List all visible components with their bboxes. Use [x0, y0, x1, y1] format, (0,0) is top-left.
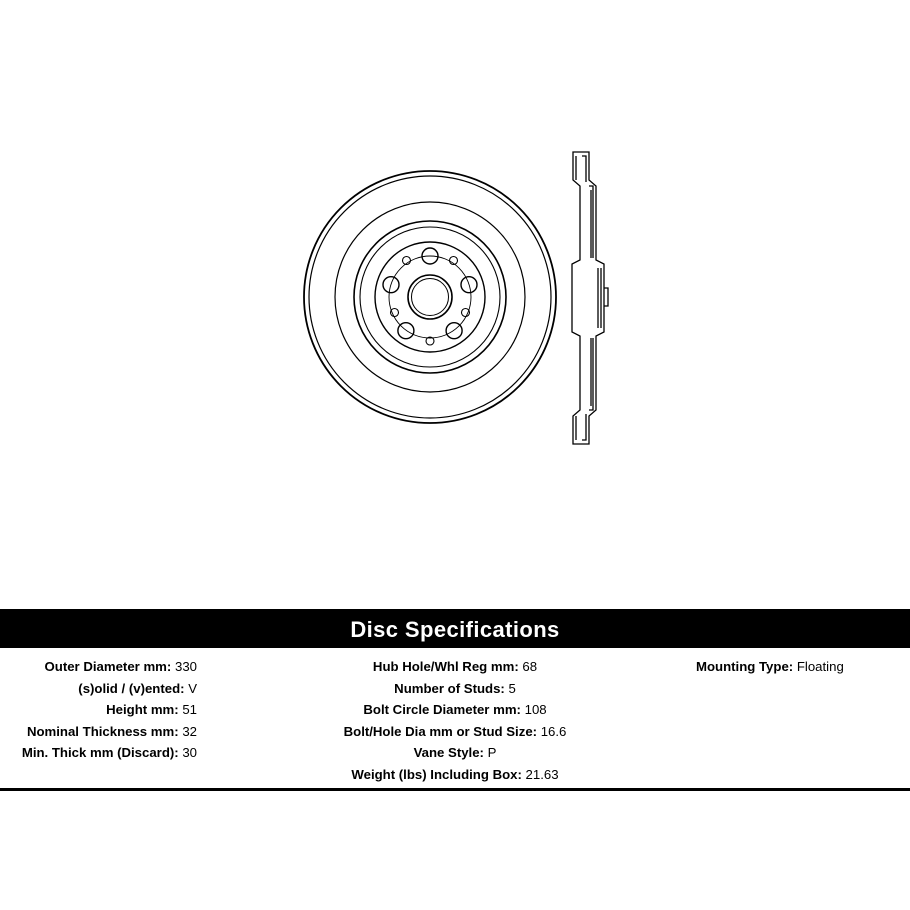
spec-label: Nominal Thickness mm: [26, 723, 179, 739]
spec-label: Min. Thick mm (Discard): [21, 745, 179, 760]
spec-value: 330 [174, 659, 197, 674]
spec-value: 21.63 [525, 766, 559, 782]
spec-column-left [0, 656, 300, 785]
spec-columns [0, 648, 910, 785]
spec-label: Vane Style: [413, 745, 484, 760]
spec-row-solid-vented [0, 678, 197, 700]
spec-value: Floating [796, 659, 844, 674]
spec-label: Height mm: [106, 702, 179, 717]
spec-label: Bolt Circle Diameter mm: [363, 702, 521, 717]
spec-row-bolt-hole-dia [300, 721, 610, 743]
spec-value: 51 [182, 702, 197, 717]
spec-row-mounting-type [610, 656, 910, 678]
spec-value: 108 [524, 702, 547, 717]
spec-value: 30 [182, 745, 197, 760]
page-title: Disc Specifications [350, 617, 560, 642]
spec-label: Weight (lbs) Including Box: [351, 766, 522, 782]
spec-value: 32 [182, 723, 197, 739]
rotor-edge-view [572, 152, 608, 444]
spec-row-vane-style [300, 742, 610, 764]
spec-value: 68 [522, 659, 538, 674]
spec-row-bolt-circle-diameter [300, 699, 610, 721]
spec-label: Number of Studs: [394, 680, 505, 696]
spec-label: Hub Hole/Whl Reg mm: [372, 659, 519, 674]
spec-label: Outer Diameter mm: [44, 659, 172, 674]
spec-row-outer-diameter [0, 656, 197, 678]
spec-label: Mounting Type: [696, 659, 794, 674]
spec-column-right [610, 656, 910, 785]
spec-label: Bolt/Hole Dia mm or Stud Size: [343, 723, 538, 739]
rotor-face-view [304, 171, 556, 423]
spec-value: 5 [508, 680, 516, 696]
spec-value: V [188, 680, 197, 696]
spec-row-weight [300, 764, 610, 786]
spec-row-number-of-studs [300, 678, 610, 700]
spec-row-height [0, 699, 197, 721]
disc-specifications-panel [0, 609, 910, 791]
spec-row-nominal-thickness [0, 721, 197, 743]
spec-row-min-thickness [0, 742, 197, 764]
spec-row-hub-hole [300, 656, 610, 678]
spec-value: P [487, 745, 497, 760]
spec-title-bar [0, 612, 910, 648]
spec-value: 16.6 [540, 723, 567, 739]
spec-column-middle [300, 656, 610, 785]
spec-label: (s)olid / (v)ented: [78, 680, 185, 696]
